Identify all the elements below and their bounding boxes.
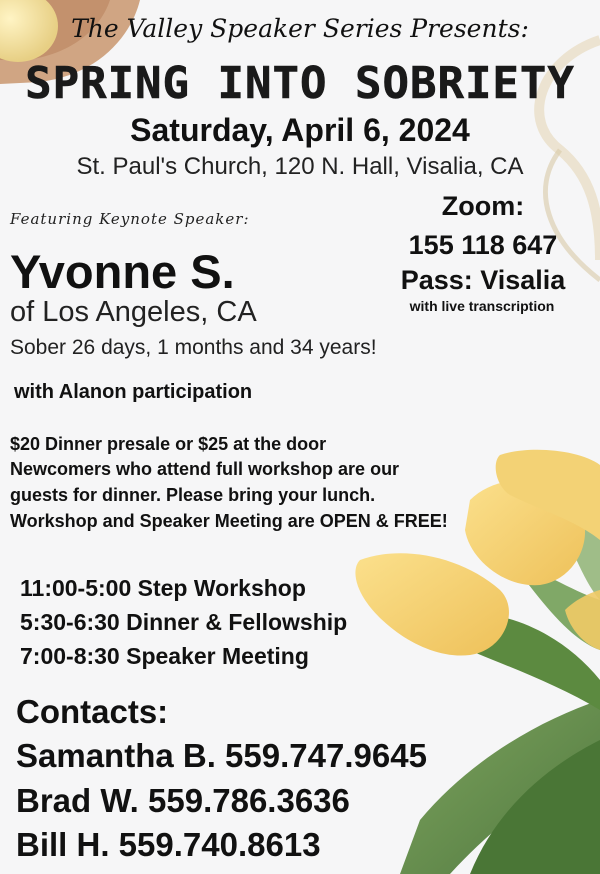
pricing-line: $20 Dinner presale or $25 at the door [10, 434, 327, 454]
speaker-origin: of Los Angeles, CA [10, 296, 257, 328]
zoom-password: Pass: Visalia [400, 265, 566, 295]
series-presents: The Valley Speaker Series Presents: [71, 14, 529, 43]
event-date: Saturday, April 6, 2024 [130, 112, 470, 148]
zoom-meeting-id: 155 118 647 [408, 230, 558, 260]
contact-item: Bill H. 559.740.8613 [16, 826, 321, 863]
event-title: SPRING INTO SOBRIETY [25, 58, 575, 109]
alanon-note: with Alanon participation [14, 381, 253, 403]
speaker-sobriety: Sober 26 days, 1 months and 34 years! [10, 336, 377, 359]
contact-item: Samantha B. 559.747.9645 [16, 737, 427, 774]
schedule-item-workshop: 11:00-5:00 Step Workshop [20, 575, 306, 601]
pricing-line: Newcomers who attend full workshop are our [10, 459, 400, 479]
speaker-name: Yvonne S. [10, 245, 235, 298]
zoom-transcription-note: with live transcription [409, 298, 555, 314]
contacts-heading: Contacts: [16, 693, 169, 730]
zoom-label: Zoom: [441, 191, 525, 221]
contact-item: Brad W. 559.786.3636 [16, 782, 350, 819]
pricing-line: guests for dinner. Please bring your lunch. [10, 485, 376, 505]
featuring-label: Featuring Keynote Speaker: [10, 210, 250, 228]
pricing-line: Workshop and Speaker Meeting are OPEN & FREE! [10, 511, 448, 531]
schedule-item-dinner: 5:30-6:30 Dinner & Fellowship [20, 609, 348, 635]
event-venue: St. Paul's Church, 120 N. Hall, Visalia, CA [76, 153, 524, 180]
schedule-item-speaker-meeting: 7:00-8:30 Speaker Meeting [20, 643, 309, 669]
